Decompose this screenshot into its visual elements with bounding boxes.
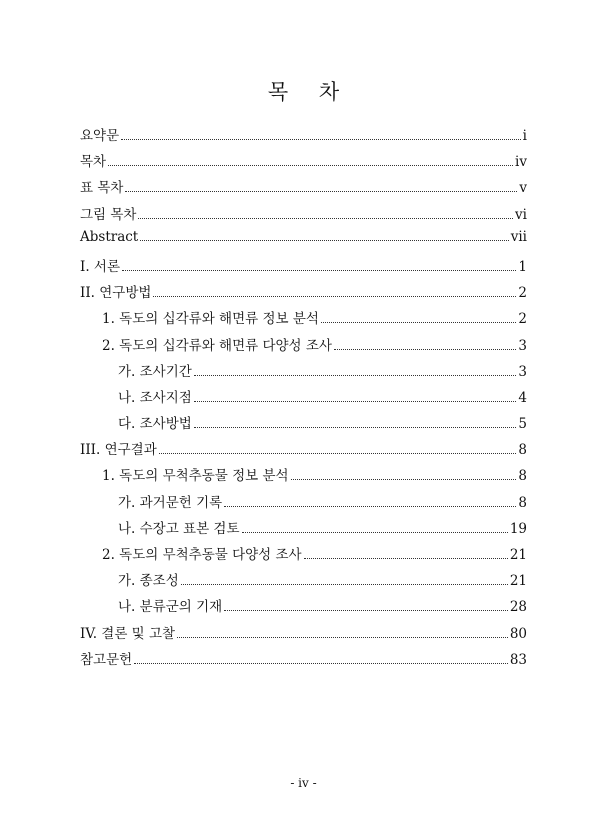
toc-entry-label: IV. 결론 및 고찰 [80, 625, 176, 642]
toc-entry-page: 19 [509, 520, 527, 537]
dot-leader [122, 269, 516, 271]
dot-leader [108, 164, 513, 166]
dot-leader [153, 295, 516, 297]
toc-entry-page: 8 [518, 468, 527, 485]
toc-entry-page: i [522, 128, 527, 144]
toc-entry[interactable] [80, 595, 527, 621]
toc-entry-page: 5 [518, 416, 527, 433]
dot-leader [134, 662, 508, 664]
toc-entry[interactable] [80, 334, 527, 360]
toc-entry[interactable] [80, 517, 527, 543]
dot-leader [334, 348, 516, 350]
toc-entry-label: 가. 종조성 [118, 573, 179, 590]
toc-entry[interactable] [80, 464, 527, 490]
toc-entry-page: 2 [518, 311, 527, 328]
toc-entry[interactable] [80, 281, 527, 307]
dot-leader [194, 426, 517, 428]
dot-leader [125, 190, 517, 192]
page-number-footer: - iv - [290, 776, 317, 790]
toc-entry-page: 8 [518, 442, 527, 459]
toc-entry-page: 8 [518, 494, 527, 511]
toc-entry-page: 3 [518, 337, 527, 354]
toc-entry-label: 참고문헌 [80, 651, 133, 668]
toc-entry[interactable] [80, 412, 527, 438]
dot-leader [194, 400, 517, 402]
toc-entry[interactable] [80, 543, 527, 569]
toc-entry-page: vi [515, 206, 527, 223]
toc-entry-label: II. 연구방법 [80, 285, 152, 302]
toc-entry-label: 나. 분류군의 기재 [118, 599, 223, 616]
toc-entry[interactable] [80, 307, 527, 333]
toc-entry-page: 3 [518, 363, 527, 380]
toc-entry-page: 83 [509, 651, 527, 668]
toc-entry-page: vii [510, 228, 527, 245]
page-title: 목 차 [267, 80, 352, 105]
toc-entry[interactable] [80, 229, 527, 255]
toc-entry-label: 가. 조사기간 [118, 363, 192, 380]
table-of-contents [80, 124, 527, 674]
dot-leader [224, 505, 516, 507]
dot-leader [304, 557, 508, 559]
toc-entry-page: 1 [518, 258, 527, 275]
dot-leader [140, 239, 509, 241]
dot-leader [159, 452, 517, 454]
dot-leader [224, 609, 508, 611]
toc-entry-label: 그림 목차 [80, 206, 137, 223]
toc-entry-page: 28 [509, 599, 527, 616]
dot-leader [121, 138, 521, 140]
toc-entry-label: 목차 [80, 154, 107, 171]
dot-leader [242, 531, 508, 533]
toc-entry-label: 2. 독도의 무척추동물 다양성 조사 [102, 547, 302, 563]
toc-entry[interactable] [80, 491, 527, 517]
toc-entry-page: 21 [509, 573, 527, 590]
toc-entry-label: 가. 과거문헌 기록 [118, 494, 223, 511]
toc-entry-label: 나. 조사지점 [118, 389, 192, 406]
toc-entry-label: Abstract [80, 228, 139, 245]
toc-entry-page: 21 [509, 547, 527, 563]
toc-entry[interactable] [80, 569, 527, 595]
toc-entry[interactable] [80, 150, 527, 176]
toc-entry-label: 1. 독도의 무척추동물 정보 분석 [102, 468, 289, 485]
toc-entry-page: 2 [518, 285, 527, 302]
dot-leader [177, 636, 508, 638]
toc-entry-label: I. 서론 [80, 258, 120, 275]
toc-entry-label: 요약문 [80, 128, 120, 144]
toc-entry-label: 표 목차 [80, 180, 124, 197]
toc-entry-page: 4 [518, 389, 527, 406]
toc-entry-label: 1. 독도의 십각류와 해면류 정보 분석 [102, 311, 319, 328]
toc-entry[interactable] [80, 648, 527, 674]
toc-entry[interactable] [80, 360, 527, 386]
toc-entry[interactable] [80, 255, 527, 281]
toc-entry-page: 80 [509, 625, 527, 642]
toc-entry-label: 2. 독도의 십각류와 해면류 다양성 조사 [102, 337, 332, 354]
toc-entry[interactable] [80, 622, 527, 648]
dot-leader [194, 374, 517, 376]
dot-leader [321, 321, 516, 323]
dot-leader [181, 583, 508, 585]
toc-entry-page: v [519, 180, 527, 197]
toc-entry-label: 나. 수장고 표본 검토 [118, 520, 240, 537]
dot-leader [291, 478, 517, 480]
toc-entry-label: III. 연구결과 [80, 442, 157, 459]
toc-entry[interactable] [80, 203, 527, 229]
toc-entry[interactable] [80, 438, 527, 464]
toc-entry[interactable] [80, 386, 527, 412]
toc-entry[interactable] [80, 124, 527, 150]
toc-entry[interactable] [80, 176, 527, 202]
toc-entry-label: 다. 조사방법 [118, 416, 192, 433]
toc-entry-page: iv [515, 154, 527, 171]
dot-leader [138, 217, 513, 219]
